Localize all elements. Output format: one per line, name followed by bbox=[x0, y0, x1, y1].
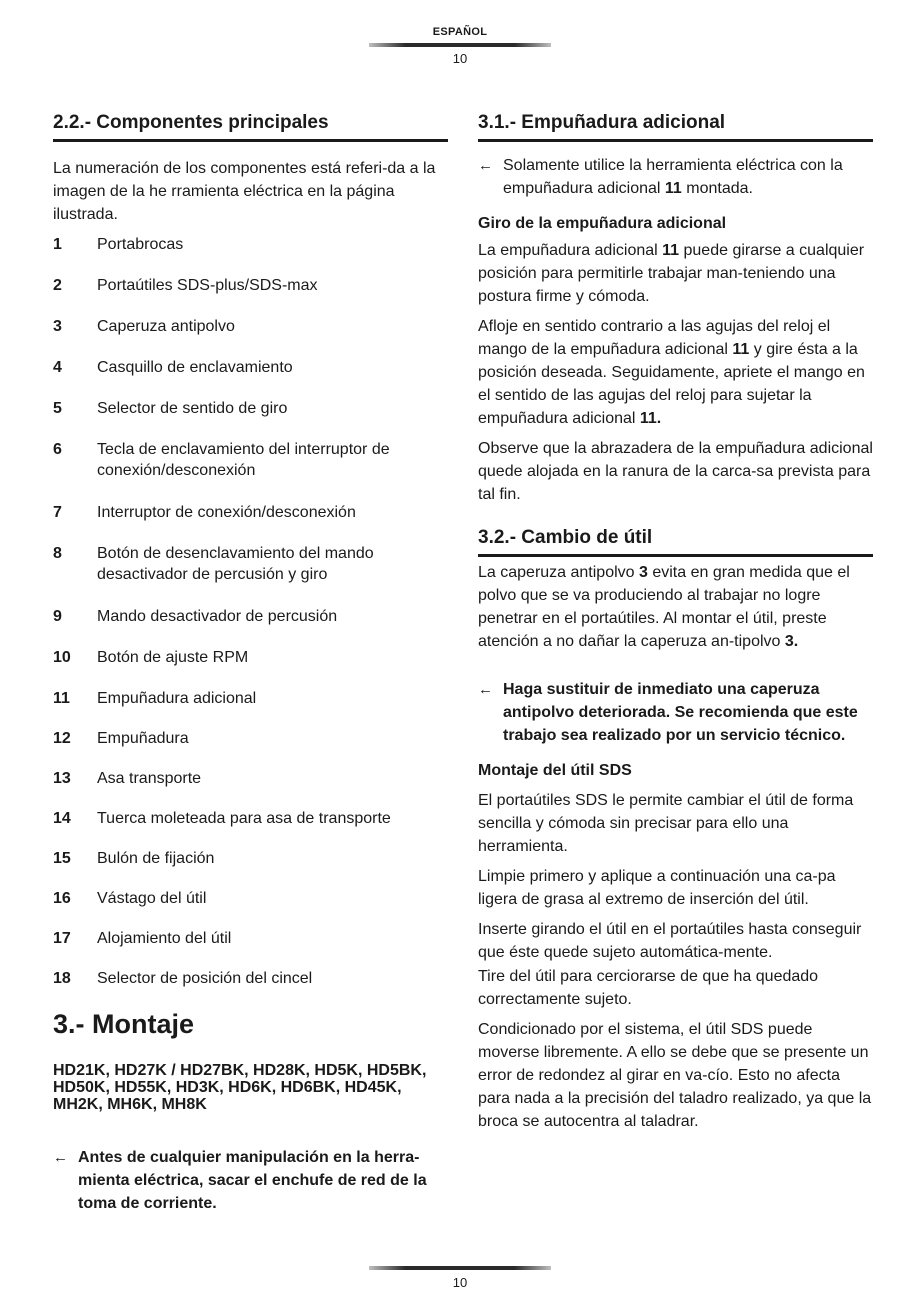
component-item bbox=[53, 808, 448, 829]
cambio-paragraph-1: La caperuza antipolvo 3 evita en gran medida que el polvo que se va produciendo al trabajar no logre penetrar en el portaútiles. Al montar el útil, preste atención a no dañar la caperuza an-tipolvo 3. bbox=[478, 564, 850, 650]
header-page-number: 10 bbox=[452, 51, 468, 66]
component-item bbox=[53, 275, 448, 296]
component-number: 2 bbox=[53, 277, 62, 294]
component-label: Botón de desenclavamiento del mando desactivador de percusión y giro bbox=[97, 545, 374, 583]
component-label: Caperuza antipolvo bbox=[97, 318, 235, 335]
component-item bbox=[53, 728, 448, 749]
component-item bbox=[53, 688, 448, 709]
component-number: 5 bbox=[53, 400, 62, 417]
section-title-cambio: 3.2.- Cambio de útil bbox=[478, 527, 873, 557]
component-number: 14 bbox=[53, 810, 71, 827]
model-list: HD21K, HD27K / HD27BK, HD28K, HD5K, HD5BK, HD50K, HD55K, HD3K, HD6K, HD6BK, HD45K, MH2K, MH6K, MH8K bbox=[53, 1062, 427, 1113]
dust-cap-warning-text: Haga sustituir de inmediato una caperuza antipolvo deteriorada. Se recomienda que este trabajo sea realizado por un servicio técnico. bbox=[503, 681, 858, 744]
footer-page-number: 10 bbox=[452, 1275, 468, 1290]
component-label: Empuñadura bbox=[97, 730, 189, 747]
sds-paragraph-1: El portaútiles SDS le permite cambiar el útil de forma sencilla y cómoda sin precisar para ello una herramienta. bbox=[478, 792, 854, 855]
sds-paragraph-5: Condicionado por el sistema, el útil SDS puede moverse libremente. A ello se debe que se presente un error de redondez al girar en va-cío. Esto no afecta para nada a la precisión del taladro realizado, ya que la broca se autocentra al taladrar. bbox=[478, 1021, 872, 1130]
component-label: Asa transporte bbox=[97, 770, 202, 787]
component-number: 17 bbox=[53, 930, 71, 947]
component-number: 7 bbox=[53, 504, 62, 521]
component-label: Casquillo de enclavamiento bbox=[97, 359, 293, 376]
component-number: 3 bbox=[53, 318, 62, 335]
component-number: 4 bbox=[53, 359, 62, 376]
left-column bbox=[53, 112, 448, 1215]
chapter-title-montaje: 3.- Montaje bbox=[53, 1009, 195, 1039]
component-number: 9 bbox=[53, 608, 62, 625]
component-item bbox=[53, 543, 448, 585]
component-number: 16 bbox=[53, 890, 71, 907]
component-label: Selector de posición del cincel bbox=[97, 970, 313, 987]
component-label: Alojamiento del útil bbox=[97, 930, 232, 947]
subheading-giro: Giro de la empuñadura adicional bbox=[478, 215, 727, 232]
dust-cap-warning bbox=[478, 678, 873, 747]
component-number: 12 bbox=[53, 730, 71, 747]
component-item bbox=[53, 768, 448, 789]
component-label: Selector de sentido de giro bbox=[97, 400, 288, 417]
component-label: Mando desactivador de percusión bbox=[97, 608, 338, 625]
component-label: Botón de ajuste RPM bbox=[97, 649, 249, 666]
sds-paragraph-3: Inserte girando el útil en el portaútiles hasta conseguir que éste quede sujeto automática-mente. bbox=[478, 921, 862, 961]
component-item bbox=[53, 848, 448, 869]
section-title-componentes: 2.2.- Componentes principales bbox=[53, 112, 448, 142]
component-item bbox=[53, 928, 448, 949]
component-label: Interruptor de conexión/desconexión bbox=[97, 504, 356, 521]
section-title-empunadura: 3.1.- Empuñadura adicional bbox=[478, 112, 873, 142]
giro-paragraph-1: La empuñadura adicional 11 puede girarse a cualquier posición para permitirle trabajar man-teniendo una postura firme y cómoda. bbox=[478, 242, 865, 305]
safety-warning bbox=[53, 1146, 448, 1215]
right-column bbox=[478, 112, 873, 1133]
component-label: Tuerca moleteada para asa de transporte bbox=[97, 810, 391, 827]
component-label: Portabrocas bbox=[97, 236, 184, 253]
component-label: Empuñadura adicional bbox=[97, 690, 257, 707]
arrow-left-icon: ← bbox=[478, 681, 493, 698]
component-item bbox=[53, 968, 448, 989]
component-number: 11 bbox=[53, 690, 70, 707]
component-number: 8 bbox=[53, 545, 62, 562]
handle-note bbox=[478, 154, 873, 200]
subheading-sds: Montaje del útil SDS bbox=[478, 762, 632, 779]
component-number: 15 bbox=[53, 850, 71, 867]
component-item bbox=[53, 234, 448, 255]
header-divider bbox=[369, 43, 551, 47]
component-number: 18 bbox=[53, 970, 71, 987]
component-label: Bulón de fijación bbox=[97, 850, 215, 867]
component-label: Tecla de enclavamiento del interruptor de conexión/desconexión bbox=[97, 441, 390, 479]
arrow-left-icon: ← bbox=[478, 157, 493, 174]
giro-paragraph-2: Afloje en sentido contrario a las agujas del reloj el mango de la empuñadura adicional 11 y gire ésta a la posición deseada. Seguidamente, apriete el mango en el sentido de las agujas del reloj para sujetar la empuñadura adicional 11. bbox=[478, 318, 865, 427]
handle-note-text: Solamente utilice la herramienta eléctrica con la empuñadura adicional 11 montada. bbox=[503, 157, 843, 197]
component-label: Portaútiles SDS-plus/SDS-max bbox=[97, 277, 318, 294]
arrow-left-icon: ← bbox=[53, 1149, 68, 1166]
component-item bbox=[53, 647, 448, 668]
safety-warning-text: Antes de cualquier manipulación en la herra-mienta eléctrica, sacar el enchufe de red de la toma de corriente. bbox=[78, 1149, 427, 1212]
header-language: ESPAÑOL bbox=[432, 26, 488, 38]
component-number: 1 bbox=[53, 236, 62, 253]
sds-paragraph-2: Limpie primero y aplique a continuación una ca-pa ligera de grasa al extremo de inserción del útil. bbox=[478, 868, 836, 908]
components-intro: La numeración de los componentes está referi-da a la imagen de la he rramienta eléctrica en la página ilustrada. bbox=[53, 160, 436, 223]
component-item bbox=[53, 357, 448, 378]
component-number: 10 bbox=[53, 649, 71, 666]
footer-divider bbox=[369, 1266, 551, 1270]
component-item bbox=[53, 439, 448, 481]
component-label: Vástago del útil bbox=[97, 890, 207, 907]
component-item bbox=[53, 606, 448, 627]
component-item bbox=[53, 316, 448, 337]
component-number: 6 bbox=[53, 441, 62, 458]
giro-paragraph-3: Observe que la abrazadera de la empuñadura adicional quede alojada en la ranura de la carca-sa prevista para tal fin. bbox=[478, 440, 873, 503]
sds-paragraph-4: Tire del útil para cerciorarse de que ha quedado correctamente sujeto. bbox=[478, 968, 819, 1008]
component-item bbox=[53, 398, 448, 419]
components-list bbox=[53, 234, 448, 989]
component-item bbox=[53, 888, 448, 909]
component-number: 13 bbox=[53, 770, 71, 787]
component-item bbox=[53, 502, 448, 523]
